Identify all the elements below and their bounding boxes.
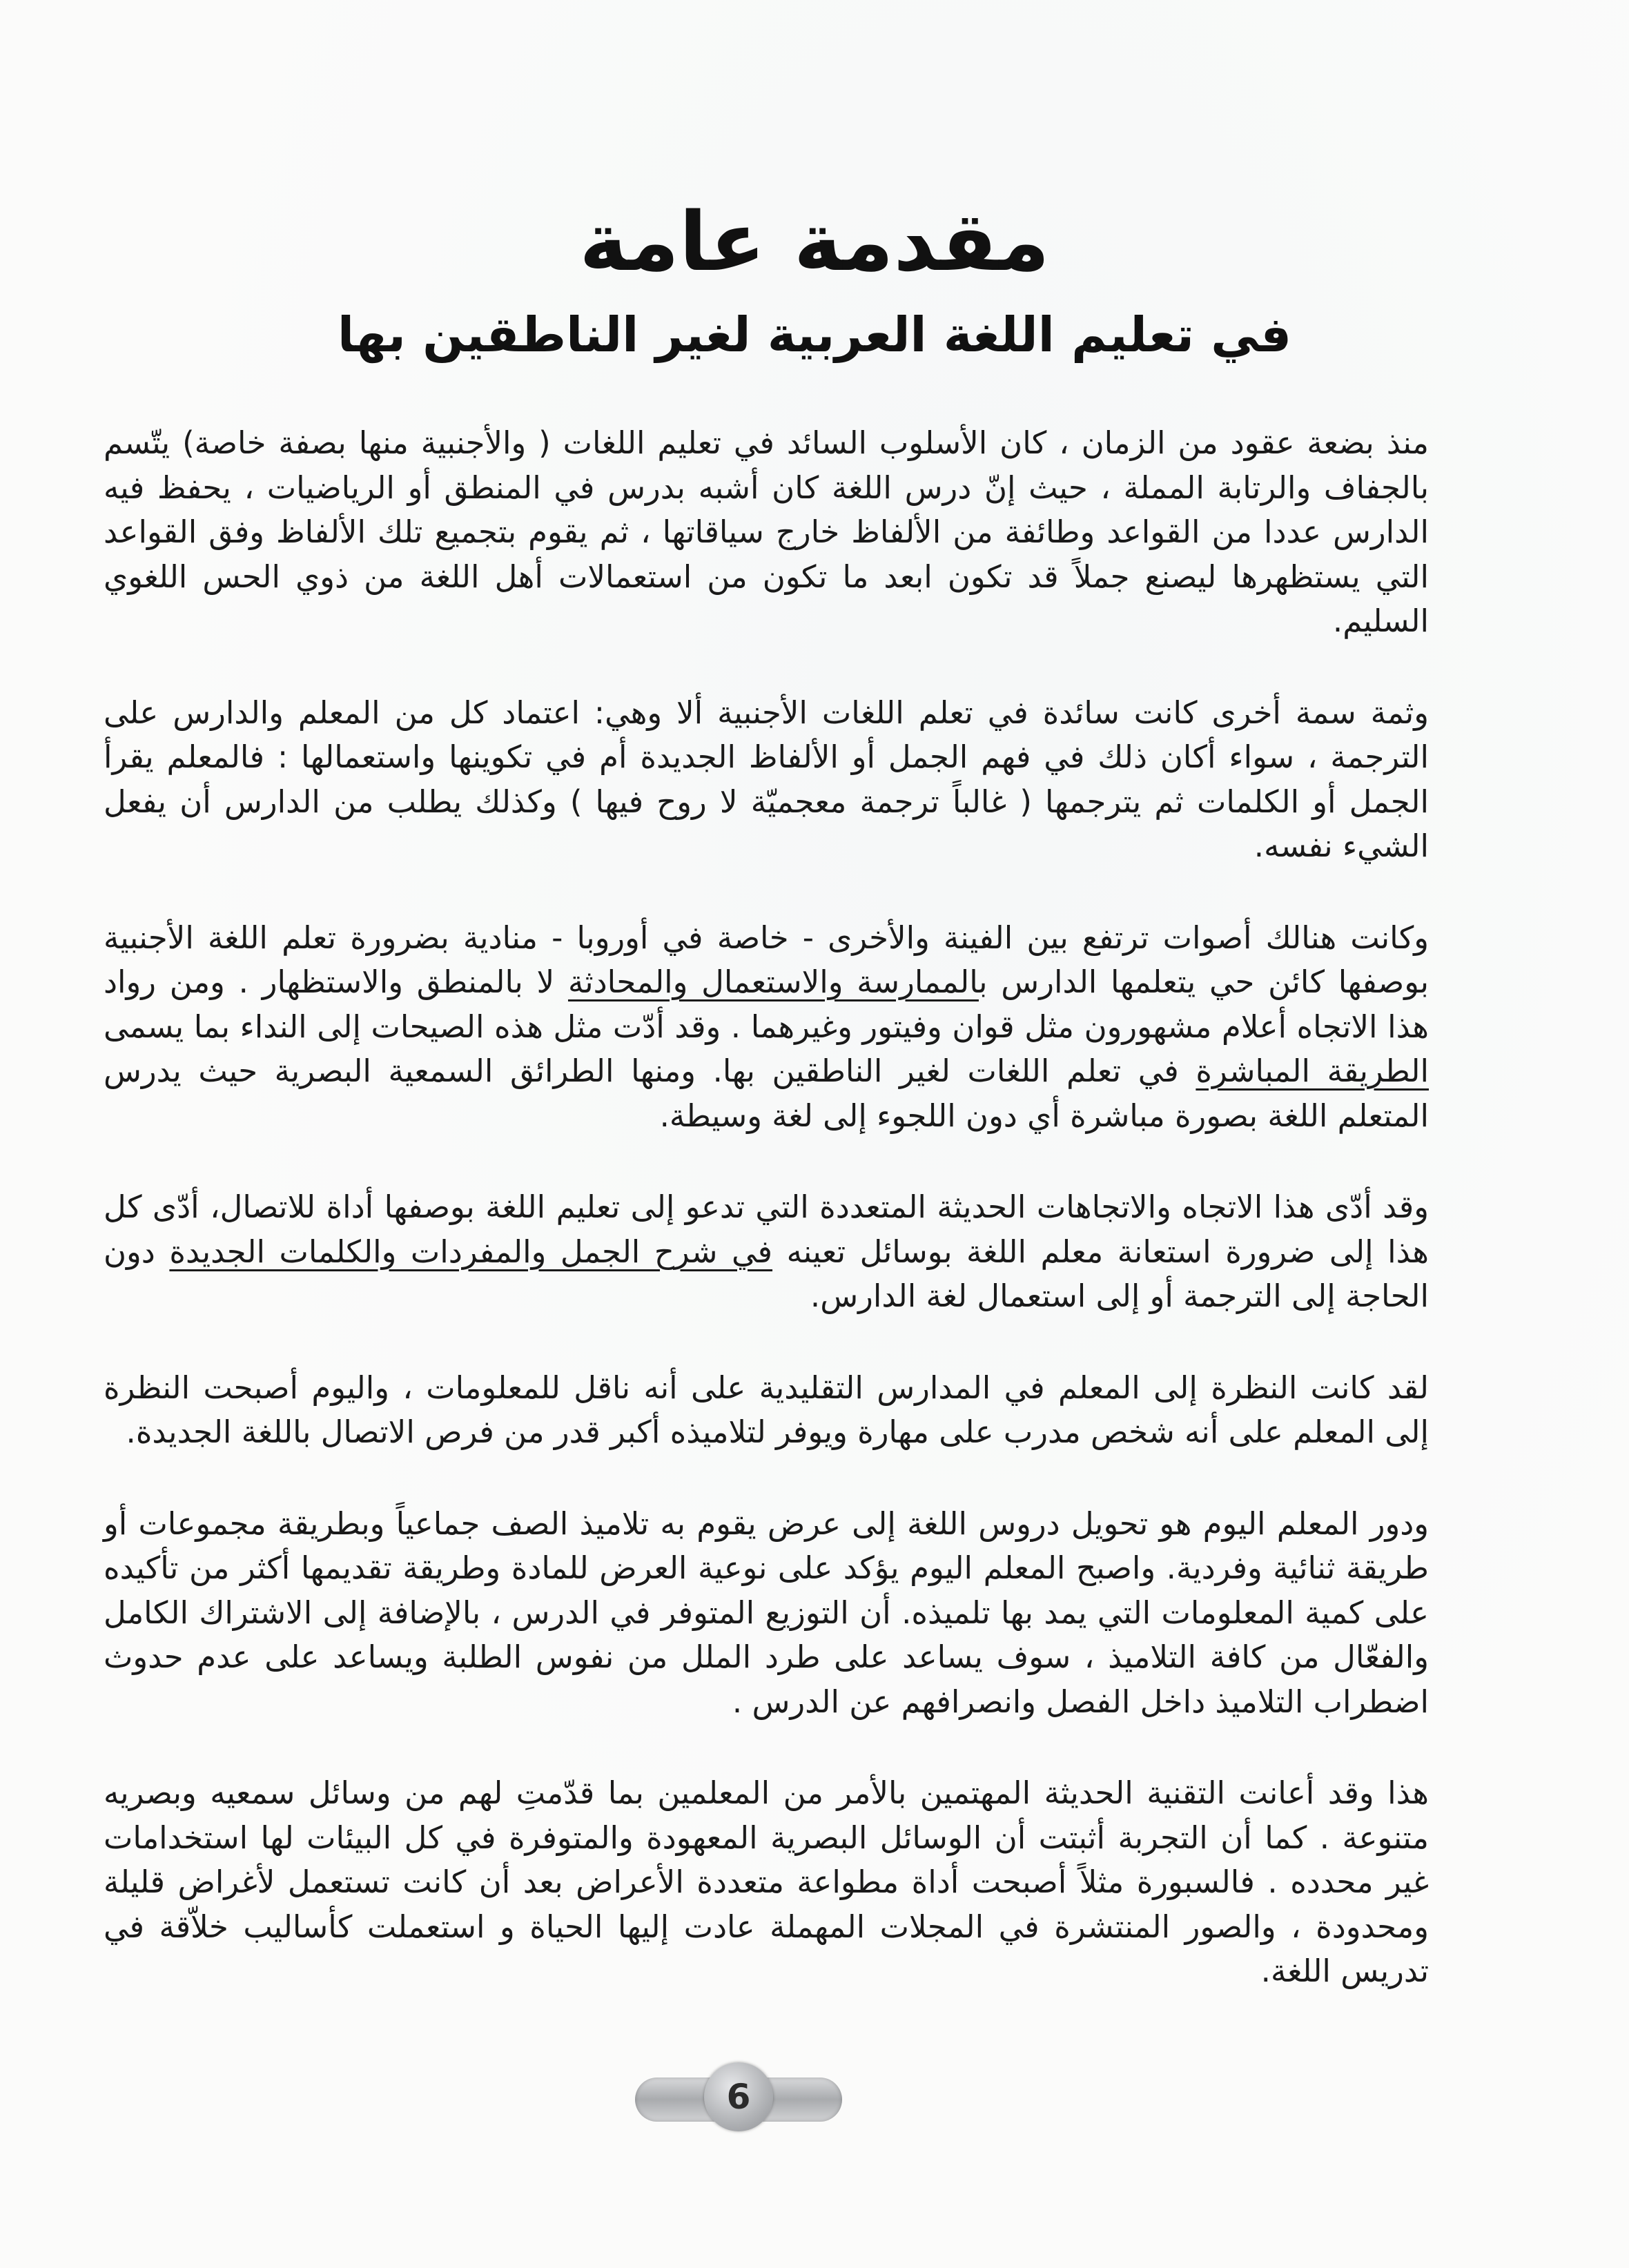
paragraph-7 [104, 1771, 1429, 1994]
paragraph-3 [104, 916, 1429, 1139]
paragraph-text: وقد أدّى هذا الاتجاه والاتجاهات الحديثة المتعددة التي تدعو إلى تعليم اللغة بوصفها أداة للاتصال، أدّى كل هذا إلى ضرورة استعانة معلم اللغة بوسائل تعينه [104, 1189, 1429, 1270]
paragraph-text: دون الحاجة إلى الترجمة أو إلى استعمال لغة الدارس. [104, 1233, 1429, 1314]
paragraph-1 [104, 421, 1429, 644]
page-number-badge [635, 2058, 842, 2134]
body-text [104, 421, 1429, 2041]
underlined-phrase: الطريقة المباشرة [1196, 1053, 1429, 1089]
page-subtitle: في تعليم اللغة العربية لغير الناطقين بها [338, 306, 1291, 363]
page-number: 6 [704, 2062, 773, 2131]
paragraph-text: في تعلم اللغات لغير الناطقين بها. ومنها الطرائق السمعية البصرية حيث يدرس المتعلم اللغة بصورة مباشرة أي دون اللجوء إلى لغة وسيطة. [104, 1053, 1429, 1134]
paragraph-text: لقد كانت النظرة إلى المعلم في المدارس التقليدية على أنه ناقل للمعلومات ، واليوم أصبحت النظرة إلى المعلم على أنه شخص مدرب على مهارة ويوفر لتلاميذه أكبر قدر من فرص الاتصال باللغة الجديدة. [104, 1369, 1429, 1450]
paragraph-text: وكانت هنالك أصوات ترتفع بين الفينة والأخرى - خاصة في أوروبا - منادية بضرورة تعلم اللغة الأجنبية بوصفها كائن حي يتعلمها الدارس ب [104, 919, 1429, 1000]
paragraph-text: منذ بضعة عقود من الزمان ، كان الأسلوب السائد في تعليم اللغات ( والأجنبية منها بصفة خاصة) يتّسم بالجفاف والرتابة المملة ، حيث إنّ درس اللغة كان أشبه بدرس في المنطق أو الرياضيات ، يحفظ فيه الدارس عددا من القواعد وطائفة من الألفاظ خارج سياقاتها ، ثم يقوم بتجميع تلك الألفاظ وفق القواعد التي يستظهرها ليصنع جملاً قد تكون ابعد ما تكون من استعمالات أهل اللغة من ذوي الحس اللغوي السليم. [104, 424, 1429, 639]
underlined-phrase: في شرح الجمل والمفردات والكلمات الجديدة [169, 1233, 773, 1270]
underlined-phrase: الممارسة والاستعمال والمحادثة [567, 964, 979, 1000]
paragraph-text: وثمة سمة أخرى كانت سائدة في تعلم اللغات الأجنبية ألا وهي: اعتماد كل من المعلم والدارس على الترجمة ، سواء أكان ذلك في فهم الجمل أو الألفاظ الجديدة أم في تكوينها واستعمالها : فالمعلم يقرأ الجمل أو الكلمات ثم يترجمها ( غالباً ترجمة معجميّة لا روح فيها ) وكذلك يطلب من الدارس أن يفعل الشيء نفسه. [104, 694, 1429, 864]
paragraph-text: لا بالمنطق والاستظهار . ومن رواد هذا الاتجاه أعلام مشهورون مثل قوان وفيتور وغيرهما . وقد أدّت مثل هذه الصيحات إلى النداء بما يسمى [104, 964, 1429, 1045]
paragraph-2 [104, 691, 1429, 869]
paragraph-4 [104, 1185, 1429, 1319]
paragraph-text: هذا وقد أعانت التقنية الحديثة المهتمين بالأمر من المعلمين بما قدّمتِ لهم من وسائل سمعيه وبصريه متنوعة . كما أن التجربة أثبتت أن الوسائل البصرية المعهودة والمتوفرة في كل البيئات لها استخدامات غير محدده . فالسبورة مثلاً أصبحت أداة مطواعة متعددة الأعراض بعد أن كانت تستعمل لأغراض قليلة ومحدودة ، والصور المنتشرة في المجلات المهملة عادت إليها الحياة و استعملت كأساليب خلاّقة في تدريس اللغة. [104, 1775, 1429, 1989]
paragraph-6 [104, 1502, 1429, 1725]
paragraph-5 [104, 1366, 1429, 1455]
page-title: مقدمة عامة [579, 194, 1050, 289]
paragraph-text: ودور المعلم اليوم هو تحويل دروس اللغة إلى عرض يقوم به تلاميذ الصف جماعياً وبطريقة مجموعات أو طريقة ثنائية وفردية. واصبح المعلم اليوم يؤكد على نوعية العرض للمادة وطريقة تقديمها أكثر من تأكيده على كمية المعلومات التي يمد بها تلميذه. أن التوزيع المتوفر في الدرس ، بالإضافة إلى الاشتراك الكامل والفعّال من كافة التلاميذ ، سوف يساعد على طرد الملل من نفوس الطلبة ويساعد على عدم حدوث اضطراب التلاميذ داخل الفصل وانصرافهم عن الدرس . [104, 1505, 1429, 1720]
